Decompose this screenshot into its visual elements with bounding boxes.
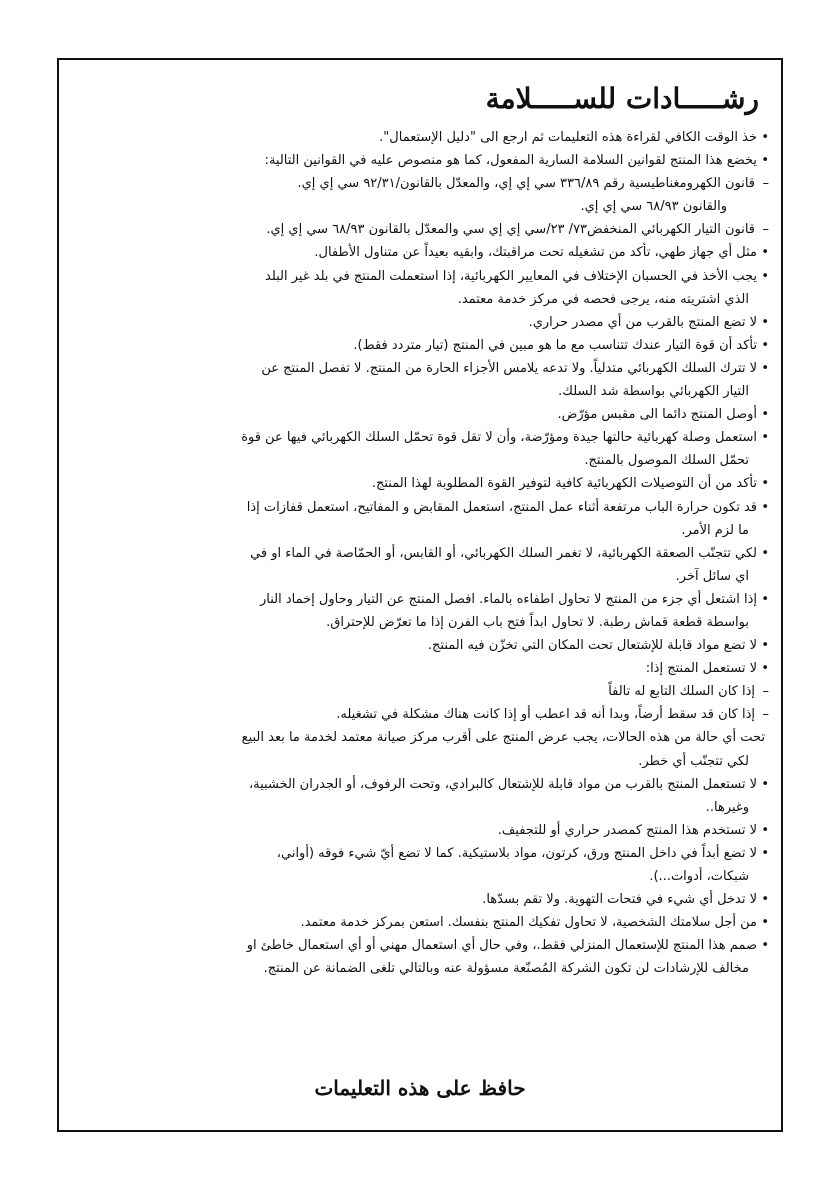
- sub-item: – إذا كان قد سقط أرضاً، وبدا أنه قد اعطب أو إذا كانت هناك مشكلة في تشغيله.: [73, 703, 769, 726]
- instructions-list: [73, 126, 769, 980]
- bullet-item: • مثل أي جهاز طهي، تأكد من تشغيله تحت مراقبتك، وابقيه بعيداً عن متناول الأطفال.: [73, 241, 769, 264]
- item-text: تحت أي حالة من هذه الحالات، يجب عرض المنتج على أقرب مركز صيانة معتمد لخدمة ما بعد البيع: [241, 730, 765, 746]
- footer-note: حافظ على هذه التعليمات: [314, 1076, 526, 1100]
- bullet-item: • من أجل سلامتك الشخصية، لا تحاول تفكيك المنتج بنفسك. استعن بمركز خدمة معتمد.: [73, 911, 769, 934]
- sub-item: – قانون التيار الكهربائي المنخفض٧٣/ ٢٣/سي إي إي سي والمعدّل بالقانون ٦٨/٩٣ سي إي إي.: [73, 218, 769, 241]
- bullet-item: • أوصل المنتج دائما الى مقبس مؤرّض.: [73, 403, 769, 426]
- item-text: مخالف للإرشادات لن تكون الشركة المُصنّعة مسؤولة عنه وبالتالي تلغى الضمانة عن المنتج.: [263, 961, 749, 977]
- bullet-item: • لا تستعمل المنتج بالقرب من مواد قابلة للإشتعال كالبرادي، وتحت الرفوف، أو الجدران الخشبية،: [73, 773, 769, 796]
- bullet-item: • لا تدخل أي شيء في فتحات التهوية. ولا تقم بسدّها.: [73, 888, 769, 911]
- item-text: تحمّل السلك الموصول بالمنتج.: [584, 453, 749, 469]
- bullet-item: • لا تضع أبداً في داخل المنتج ورق، كرتون، مواد بلاستيكية. كما لا تضع أيّ شيء فوقه (أواني،: [73, 842, 769, 865]
- sub-item: – إذا كان السلك التابع له تالفاً: [73, 680, 769, 703]
- item-text: لكي تتجنّب أي خطر.: [638, 753, 749, 769]
- item-text: ما لزم الأمر.: [681, 522, 749, 538]
- bullet-item: • لا تترك السلك الكهربائي متدلياً. ولا تدعه يلامس الأجزاء الحارة من المنتج. لا تفصل المنتج عن: [73, 357, 769, 380]
- item-text: شبكات، أدوات...).: [649, 869, 749, 884]
- page-frame: [57, 58, 783, 1132]
- bullet-item: • يجب الأخذ في الحسبان الإختلاف في المعايير الكهربائية، إذا استعملت المنتج في بلد غير البلد: [73, 265, 769, 288]
- item-text: الذي اشتريته منه، يرجى فحصه في مركز خدمة معتمد.: [457, 291, 749, 307]
- item-text: التيار الكهربائي بواسطة شد السلك.: [558, 384, 749, 400]
- bullet-item: • تأكد أن قوة التيار عندك تتناسب مع ما هو مبين في المنتج (تيار متردد فقط).: [73, 334, 769, 357]
- bullet-item: • قد تكون حرارة الباب مرتفعة أثناء عمل المنتج، استعمل المقابض و المفاتيح، استعمل قفازات إذا: [73, 496, 769, 519]
- bullet-item: • يخضع هذا المنتج لقوانين السلامة السارية المفعول، كما هو منصوص عليه في القوانين التالية:: [73, 149, 769, 172]
- bullet-item: • صمم هذا المنتج للإستعمال المنزلي فقط.، وفي حال أي استعمال مهني أو أي استعمال خاطئ او: [73, 934, 769, 957]
- bullet-item: • استعمل وصلة كهربائية حالتها جيدة ومؤرّضة، وأن لا تقل قوة تحمّل السلك الكهربائي فيها عن قوة: [73, 426, 769, 449]
- bullet-item: • لا تضع مواد قابلة للإشتعال تحت المكان التي تخزّن فيه المنتج.: [73, 634, 769, 657]
- bullet-item: • خذ الوقت الكافي لقراءة هذه التعليمات ثم ارجع الى "دليل الإستعمال".: [73, 126, 769, 149]
- bullet-item: • لكي تتجنّب الصعقة الكهربائية، لا تغمر السلك الكهربائي، أو القابس، أو الحمّاصة في الماء او في: [73, 542, 769, 565]
- bullet-item: • إذا اشتعل أي جزء من المنتج لا تحاول اطفاءه بالماء. افصل المنتج عن التيار وحاول إخماد النار: [73, 588, 769, 611]
- item-text: وغيرها..: [705, 799, 749, 815]
- bullet-item: • لا تستعمل المنتج إذا:: [73, 657, 769, 680]
- sub-item: – قانون الكهرومغناطيسية رقم ٣٣٦/٨٩ سي إي إي، والمعدّل بالقانون/٩٢/٣١ سي إي إي.: [73, 172, 769, 195]
- bullet-item: • لا تستخدم هذا المنتج كمصدر حراري أو للتجفيف.: [73, 819, 769, 842]
- bullet-item: • لا تضع المنتج بالقرب من أي مصدر حراري.: [73, 311, 769, 334]
- item-text: اي سائل آخر.: [675, 568, 749, 584]
- item-text: والقانون ٦٨/٩٣ سي إي إي.: [580, 199, 727, 215]
- item-text: بواسطة قطعة قماش رطبة. لا تحاول ابداً فتح باب الفرن إذا ما تعرّض للإحتراق.: [326, 614, 749, 630]
- page-title: رشـــــادات للســـــلامة: [485, 82, 759, 115]
- bullet-item: • تأكد من أن التوصيلات الكهربائية كافية لتوفير القوة المطلوبة لهذا المنتج.: [73, 472, 769, 495]
